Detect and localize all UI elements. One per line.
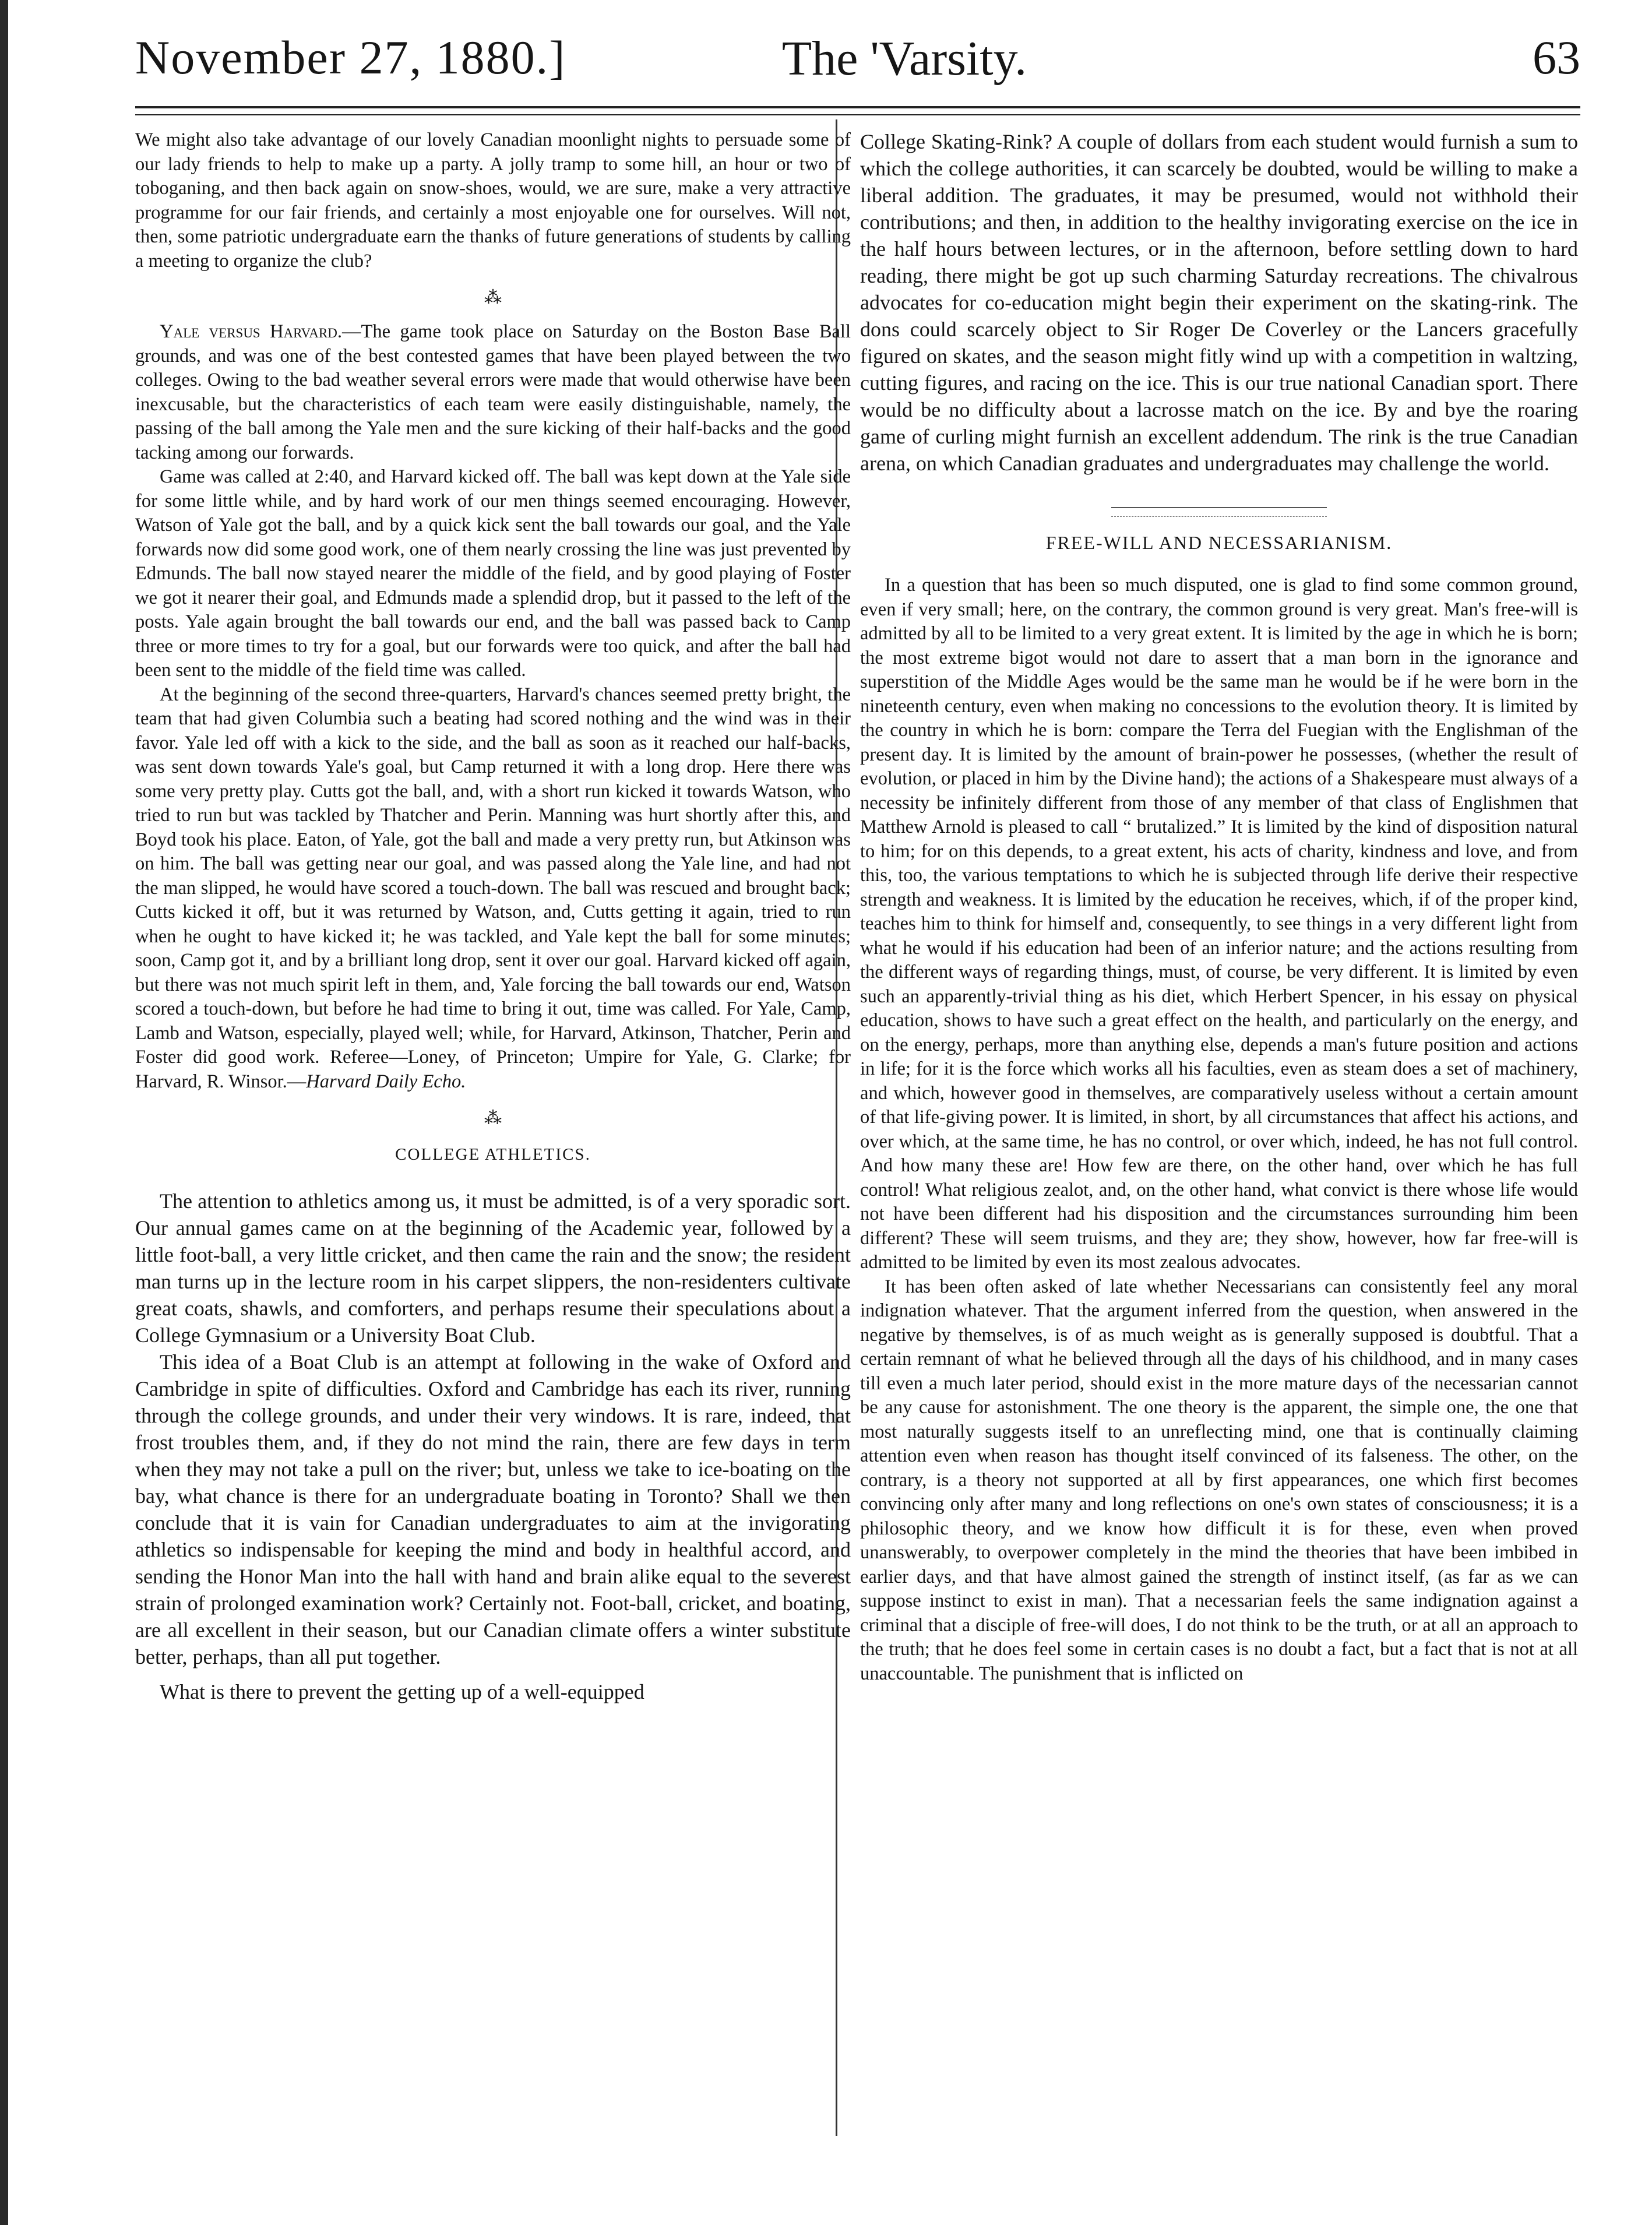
college-athletics-heading: COLLEGE ATHLETICS. <box>395 1145 591 1164</box>
source-citation: Harvard Daily Echo. <box>306 1071 466 1092</box>
right-column <box>860 128 1578 2133</box>
skating-rink-continuation: College Skating-Rink? A couple of dollars from each student would furnish a sum to which the college authorities, it can scarcely be doubted, would be willing to make a liberal addition. The graduates, it may be presumed, would not withhold their contributions; and then, in addition to the healthy invigorating exercise on the ice in the half hours between lectures, or in the afternoon, before settling down to hard reading, there might be got up such charming Saturday recreations. The chivalrous advocates for co-education might begin their experiment on the skating-rink. The dons could scarcely object to Sir Roger De Coverley or the Lancers gracefully figured on skates, and the season might fitly wind up with a competition in waltzing, cutting figures, and racing on the ice. This is our true national Canadian sport. There would be no difficulty about a lacrosse match on the ice. By and bye the roaring game of curling might furnish an excellent addendum. The rink is the true Canadian arena, on which Canadian graduates and undergraduates may challenge the world. <box>860 130 1578 475</box>
game-paragraph-2 <box>135 683 851 1094</box>
page-header <box>135 30 1580 100</box>
section-ornament <box>1111 507 1327 517</box>
scan-edge <box>0 0 8 2225</box>
section-separator: ⁂ <box>484 288 502 307</box>
game-paragraph-1: Game was called at 2:40, and Harvard kicked off. The ball was kept down at the Yale side for some little while, and by hard work of our men things seemed encouraging. However, Watson of Yale got the ball, and by a quick kick sent the ball towards our goal, and the Yale forwards now did some good work, one of them nearly crossing the line was just prevented by Edmunds. The ball now stayed nearer the middle of the field, and by good playing of Foster we got it nearer their goal, and Edmunds made a splendid drop, but it passed to the left of the posts. Yale again brought the ball towards our end, and the ball was passed back to Camp three or more times to try for a goal, but our forwards were too quick, and after the ball had been sent to the middle of the field time was called. <box>135 466 851 681</box>
section-separator: ⁂ <box>484 1108 502 1128</box>
yale-harvard-heading: Yale versus Harvard. <box>160 321 342 342</box>
left-column <box>135 128 851 2133</box>
athletics-paragraph-2: This idea of a Boat Club is an attempt at following in the wake of Oxford and Cambridge in spite of difficulties. Oxford and Cambridge has each its river, running through the college grounds, and under their very windows. It is rare, indeed, that frost troubles them, and, if they do not mind the rain, there are few days in term when they may not take a pull on the river; but, unless we take to ice-boating on the bay, what chance is there for an undergraduate boating in Toronto? Shall we then conclude that it is vain for Canadian undergraduates to aim at the invigorating athletics so indispensable for keeping the mind and body in healthful accord, and sending the Honor Man into the hall with hand and brain alike equal to the severest strain of prolonged examination work? Certainly not. Foot-ball, cricket, and boating, are all excellent in their season, but our Canadian climate offers a winter substitute better, perhaps, than all put together. <box>135 1350 851 1668</box>
yale-harvard-paragraph <box>135 320 851 465</box>
skating-intro-paragraph: We might also take advantage of our lovely Canadian moonlight nights to persuade some of our lady friends to help to make up a party. A jolly tramp to some hill, an hour or two of toboganing, and then back again on snow-shoes, would, we are sure, make a very attractive programme for our fair friends, and certainly a most enjoyable one for ourselves. Will not, then, some patriotic undergraduate earn the thanks of future generations of students by calling a meeting to organize the club? <box>135 129 851 272</box>
athletics-paragraph-3: What is there to prevent the getting up of a well-equipped <box>160 1680 644 1703</box>
page-number: 63 <box>1533 31 1580 84</box>
header-rule <box>135 106 1580 108</box>
free-will-paragraph-2: It has been often asked of late whether Necessarians can consistently feel any moral indignation whatever. That the argument inferred from the question, when answered in the negative by themselves, is of as much weight as is generally supposed is doubtful. That a certain remnant of what he believed through all the days of his childhood, and in many cases till even a much later period, should exist in the more mature days of the necessarian cannot be any cause for astonishment. The one theory is the apparent, the simple one, the one that most naturally suggests itself to an unreflecting mind, one that is continually claiming attention even when reason has thought itself convinced of its falseness. The other, on the contrary, is a theory not supported at all by first appearances, one which first becomes convincing only after many and long reflections on one's own states of consciousness; it is a philosophic theory, and we know how difficult it is for these, even when proved unanswerably, to overpower completely in the mind the theories that have been imbibed in earlier days, and that have almost gained the strength of instinct itself, (as far as we can suppose instinct to exist in man). That a necessarian feels the same indignation against a criminal that a disciple of free-will does, I do not think to be the truth, or at all an approach to the truth; that he does feel some in certain cases is no doubt a fact, but a fact that is not at all unaccountable. The punishment that is inflicted on <box>860 1276 1578 1684</box>
game-paragraph-2-text: At the beginning of the second three-quarters, Harvard's chances seemed pretty bright, the team that had given Columbia such a beating had scored nothing and the wind was in their favor. Yale led off with a kick to the side, and the ball as soon as it reached our half-backs, was sent down towards Yale's goal, but Camp returned it with a long drop. Here there was some very pretty play. Cutts got the ball, and, with a short run kicked it towards Watson, who tried to run but was tackled by Thatcher and Perin. Manning was hurt shortly after this, and Boyd took his place. Eaton, of Yale, got the ball and made a very pretty run, but Atkinson was on him. The ball was getting near our goal, and was passed along the Yale line, and had not the man slipped, he would have scored a touch-down. The ball was rescued and brought back; Cutts kicked it off, but it was returned by Watson, and, Cutts getting it again, tried to run when he ought to have kicked it; he was tackled, and Yale kept the ball for some minutes; soon, Camp got it, and by a brilliant long drop, sent it over our goal. Harvard kicked off again, but there was not much spirit left in them, and, Yale forcing the ball towards our end, Watson scored a touch-down, but before he had time to bring it out, time was called. For Yale, Camp, Lamb and Watson, especially, played well; while, for Harvard, Atkinson, Thatcher, Perin and Foster did good work. Referee—Loney, of Princeton; Umpire for Yale, G. Clarke; for Harvard, R. Winsor.— <box>135 684 851 1092</box>
free-will-paragraph-1: In a question that has been so much disputed, one is glad to find some common ground, even if very small; here, on the contrary, the common ground is very great. Man's free-will is admitted by all to be limited to a very great extent. It is limited by the age in which he is born; the most extreme bigot would not dare to assert that a man born in the ignorance and superstition of the Middle Ages would be the same man he would be if he were born in the nineteenth century, even when making no concessions to the evolution theory. It is limited by the country in which he is born: compare the Terra del Fuegian with the Englishman of the present day. It is limited by the amount of brain-power he possesses, (whether the result of evolution, or placed in him by the Divine hand); the actions of a Shakespeare must always of a necessity be infinitely different from those of any member of that class of Englishmen that Matthew Arnold is pleased to call “ brutalized.” It is limited by the kind of disposition natural to him; for on this depends, to a great extent, his acts of charity, kindness and love, and from this, too, the various temptations to which he is subjected through life derive their respective strength and weakness. It is limited by the education he receives, which, if of the proper kind, teaches him to think for himself and, consequently, to see things in a very different light from what he would if his education had been of an inferior nature; and the actions resulting from the different ways of regarding things, must, of course, be very different. It is limited by even such an apparently-trivial thing as his diet, which Herbert Spencer, in his essay on physical education, shows to have such a great effect on the health, and particularly on the energy, and on the energy, perhaps, more than anything else, depends a man's future position and actions in life; for it is the force which works all his faculties, even as steam does a set of machinery, and which, however good in themselves, are comparatively useless without a certain amount of that life-giving power. It is limited, in short, by all circumstances that affect his actions, and over which, at the same time, he has no control, or over which, indeed, he has not full control. And how many these are! How few are there, on the other hand, over which he has full control! What religious zealot, and, on the other hand, what convict is there whose life would not have been different had his disposition and the circumstances surrounding him been different? These will seem truisms, and they are; they show, however, how far free-will is admitted to be limited by even its most zealous advocates. <box>860 575 1578 1273</box>
free-will-heading: FREE-WILL AND NECESSARIANISM. <box>1045 532 1393 553</box>
header-rule-thin <box>135 114 1580 115</box>
publication-title: The 'Varsity. <box>781 31 1027 86</box>
yale-harvard-text: —The game took place on Saturday on the Boston Base Ball grounds, and was one of the best contested games that have been played between the two colleges. Owing to the bad weather several errors were made that would otherwise have been inexcusable, but the characteristics of each team were easily distinguishable, namely, the passing of the ball among the Yale men and the sure kicking of their half-backs and the good tacking among our forwards. <box>135 321 851 463</box>
issue-date: November 27, 1880.] <box>135 31 566 84</box>
athletics-paragraph-1: The attention to athletics among us, it must be admitted, is of a very sporadic sort. Our annual games came on at the beginning of the Academic year, followed by a little foot-ball, a very little cricket, and then came the rain and the snow; the resident man turns up in the lecture room in his carpet slippers, the non-residenters cultivate great coats, shawls, and comforters, and perhaps resume their speculations about a College Gymnasium or a University Boat Club. <box>135 1189 851 1347</box>
